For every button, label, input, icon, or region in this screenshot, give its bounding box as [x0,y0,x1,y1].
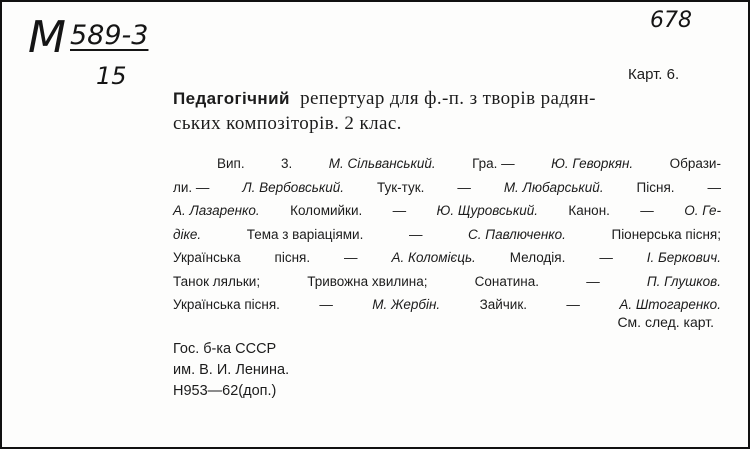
card-number: Карт. 6. [628,66,680,83]
library-stamp [173,339,289,402]
contents-word: М. Любарський. [503,179,604,195]
contents-line [173,270,721,294]
contents-word: Українська [173,250,241,265]
contents-note [173,152,721,317]
contents-word: Коломийки. [290,203,363,218]
contents-word: — [640,203,654,218]
title-heading: Педагогічний [173,89,290,108]
contents-line [173,246,721,270]
library-line-1: Гос. б-ка СССР [173,341,277,357]
contents-word: діке. [173,226,202,242]
contents-word: А. Лазаренко. [173,203,260,218]
contents-word: ли. — [173,179,210,195]
contents-word: — [319,297,333,312]
contents-word: Канон. [568,203,610,218]
contents-word: І. Беркович. [646,250,721,265]
contents-word: Ю. Щуровський. [436,203,538,218]
page-number: 678 [650,8,692,33]
contents-word: — [392,203,407,218]
contents-word: Тривожна хвилина; [307,273,428,289]
title-line-2: ських композіторів. 2 клас. [173,113,402,134]
title-line-1-rest: репертуар для ф.-п. з творів радян- [300,88,596,109]
contents-word: Образи- [669,156,721,171]
library-line-2: им. В. И. Ленина. [173,362,290,378]
contents-word: Сонатина. [474,273,540,289]
contents-word: Пісня. [636,179,675,195]
contents-word: Гра. — [472,156,515,171]
contents-word: Ю. Геворкян. [551,156,634,171]
contents-word: Тук-тук. [376,179,425,195]
contents-word: — [707,179,721,195]
contents-word: Вип. [217,156,245,171]
contents-word: — [408,226,423,242]
contents-word: М. Жербін. [372,297,441,312]
contents-line [173,199,721,223]
contents-line [173,223,721,247]
contents-line [173,152,721,176]
contents-word: П. Глушков. [646,273,721,289]
shelfmark-number: 589-3 [70,20,149,51]
contents-line [173,176,721,200]
contents-word: С. Павлюченко. [468,226,566,242]
contents-word: — [344,250,358,265]
contents-word: Українська пісня. [173,297,280,312]
contents-word: Тема з варіаціями. [246,226,364,242]
contents-word: Танок ляльки; [173,273,261,289]
shelfmark-sub: 15 [96,62,127,90]
shelfmark-letter: М [28,12,65,63]
see-next-card: См. след. карт. [617,314,714,330]
contents-word: Мелодія. [509,250,566,265]
library-line-3: Н953—62(доп.) [173,383,277,399]
contents-line [173,293,721,317]
contents-word: Л. Вербовський. [242,179,345,195]
contents-word: А. Штогаренко. [619,297,721,312]
contents-word: — [457,179,471,195]
contents-word: О. Ге- [684,203,721,218]
contents-word: — [586,273,600,289]
contents-word: М. Сільванський. [328,156,436,171]
record-title [173,86,721,136]
contents-word: Піонерська пісня; [611,226,721,242]
contents-word: пісня. [274,250,311,265]
contents-word: — [566,297,580,312]
contents-word: — [599,250,613,265]
contents-word: Зайчик. [479,297,527,312]
contents-word: 3. [281,156,293,171]
title-line-1 [173,86,721,111]
contents-word: А. Коломієць. [391,250,476,265]
